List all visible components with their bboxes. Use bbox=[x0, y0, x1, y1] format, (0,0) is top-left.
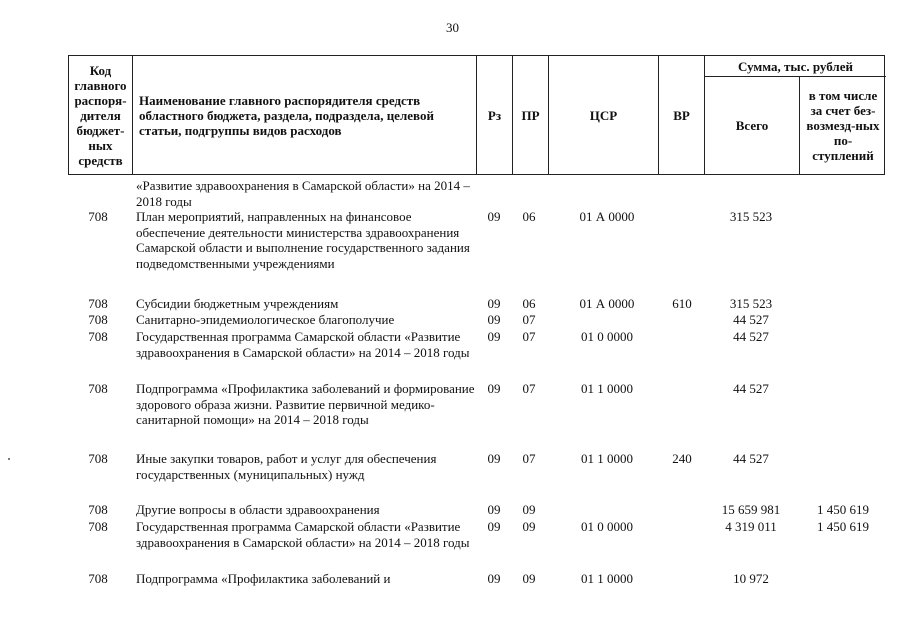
row-rz: 09 bbox=[487, 451, 501, 466]
header-sum: Сумма, тыс. рублей bbox=[738, 58, 853, 74]
header-vr: ВР bbox=[659, 56, 705, 174]
row-csr: 01 1 0000 bbox=[581, 451, 633, 466]
page-number: 30 bbox=[446, 20, 459, 35]
row-total: 315 523 bbox=[729, 296, 773, 311]
row-code: 708 bbox=[88, 502, 108, 517]
row-name: Подпрограмма «Профилактика заболеваний и формирование здорового образа жизни. Развитие первичной медико-санитарной помощи» на 2014 – 2018 годы bbox=[136, 381, 475, 427]
row-pr: 07 bbox=[522, 312, 536, 327]
row-code: 708 bbox=[88, 329, 108, 344]
row-code: 708 bbox=[88, 519, 108, 534]
row-name: Санитарно-эпидемиологическое благополучие bbox=[136, 312, 395, 327]
row-csr: 01 1 0000 bbox=[581, 571, 633, 586]
row-code: 708 bbox=[88, 571, 108, 586]
row-code: 708 bbox=[88, 312, 108, 327]
row-rz: 09 bbox=[487, 296, 501, 311]
header-pr: ПР bbox=[513, 56, 549, 174]
table-header bbox=[68, 55, 885, 175]
row-rz: 09 bbox=[487, 329, 501, 344]
row-pr: 07 bbox=[522, 329, 536, 344]
row-code: 708 bbox=[88, 209, 108, 224]
row-name: «Развитие здравоохранения в Самарской области» на 2014 – 2018 годы bbox=[136, 178, 470, 209]
row-total: 10 972 bbox=[733, 571, 769, 586]
row-name: Государственная программа Самарской области «Развитие здравоохранения в Самарской области» на 2014 – 2018 годы bbox=[136, 519, 470, 550]
row-total: 44 527 bbox=[733, 381, 769, 396]
row-total: 44 527 bbox=[733, 312, 769, 327]
row-code: 708 bbox=[88, 296, 108, 311]
row-code: 708 bbox=[88, 451, 108, 466]
row-pr: 09 bbox=[522, 571, 536, 586]
row-pr: 09 bbox=[522, 519, 536, 534]
header-rz: Рз bbox=[477, 56, 513, 174]
row-donations: 1 450 619 bbox=[817, 502, 869, 517]
row-total: 315 523 bbox=[729, 209, 773, 224]
row-pr: 09 bbox=[522, 502, 536, 517]
row-name: Другие вопросы в области здравоохранения bbox=[136, 502, 380, 517]
row-pr: 07 bbox=[522, 381, 536, 396]
header-total: Всего bbox=[705, 76, 800, 174]
row-rz: 09 bbox=[487, 209, 501, 224]
row-name: Субсидии бюджетным учреждениям bbox=[136, 296, 339, 311]
row-rz: 09 bbox=[487, 381, 501, 396]
row-pr: 06 bbox=[522, 209, 536, 224]
row-vr: 610 bbox=[672, 296, 692, 311]
row-csr: 01 0 0000 bbox=[581, 519, 633, 534]
row-csr: 01 1 0000 bbox=[581, 381, 633, 396]
row-total: 4 319 011 bbox=[725, 519, 777, 534]
row-name: Государственная программа Самарской области «Развитие здравоохранения в Самарской области» на 2014 – 2018 годы bbox=[136, 329, 470, 360]
row-csr: 01 А 0000 bbox=[579, 209, 635, 224]
row-csr: 01 0 0000 bbox=[581, 329, 633, 344]
row-total: 44 527 bbox=[733, 329, 769, 344]
row-total: 15 659 981 bbox=[721, 502, 781, 517]
row-rz: 09 bbox=[487, 571, 501, 586]
row-vr: 240 bbox=[672, 451, 692, 466]
header-donations: в том числе за счет без-возмезд-ных по-ступлений bbox=[800, 76, 886, 174]
row-donations: 1 450 619 bbox=[817, 519, 869, 534]
header-csr: ЦСР bbox=[549, 56, 659, 174]
row-rz: 09 bbox=[487, 519, 501, 534]
row-name: Подпрограмма «Профилактика заболеваний и bbox=[136, 571, 391, 586]
row-pr: 06 bbox=[522, 296, 536, 311]
scan-speck bbox=[8, 458, 10, 460]
row-csr: 01 А 0000 bbox=[579, 296, 635, 311]
header-code: Код главного распоря-дителя бюджет-ных средств bbox=[69, 56, 133, 174]
row-rz: 09 bbox=[487, 502, 501, 517]
row-name: Иные закупки товаров, работ и услуг для обеспечения государственных (муниципальных) нужд bbox=[136, 451, 437, 482]
row-pr: 07 bbox=[522, 451, 536, 466]
header-name: Наименование главного распорядителя средств областного бюджета, раздела, подраздела, целевой статьи, подгруппы видов расходов bbox=[133, 56, 477, 174]
row-rz: 09 bbox=[487, 312, 501, 327]
row-code: 708 bbox=[88, 381, 108, 396]
row-total: 44 527 bbox=[733, 451, 769, 466]
row-name: План мероприятий, направленных на финансовое обеспечение деятельности министерства здравоохранения Самарской области и выполнение государственного задания подведомственными учреждениями bbox=[136, 209, 470, 271]
